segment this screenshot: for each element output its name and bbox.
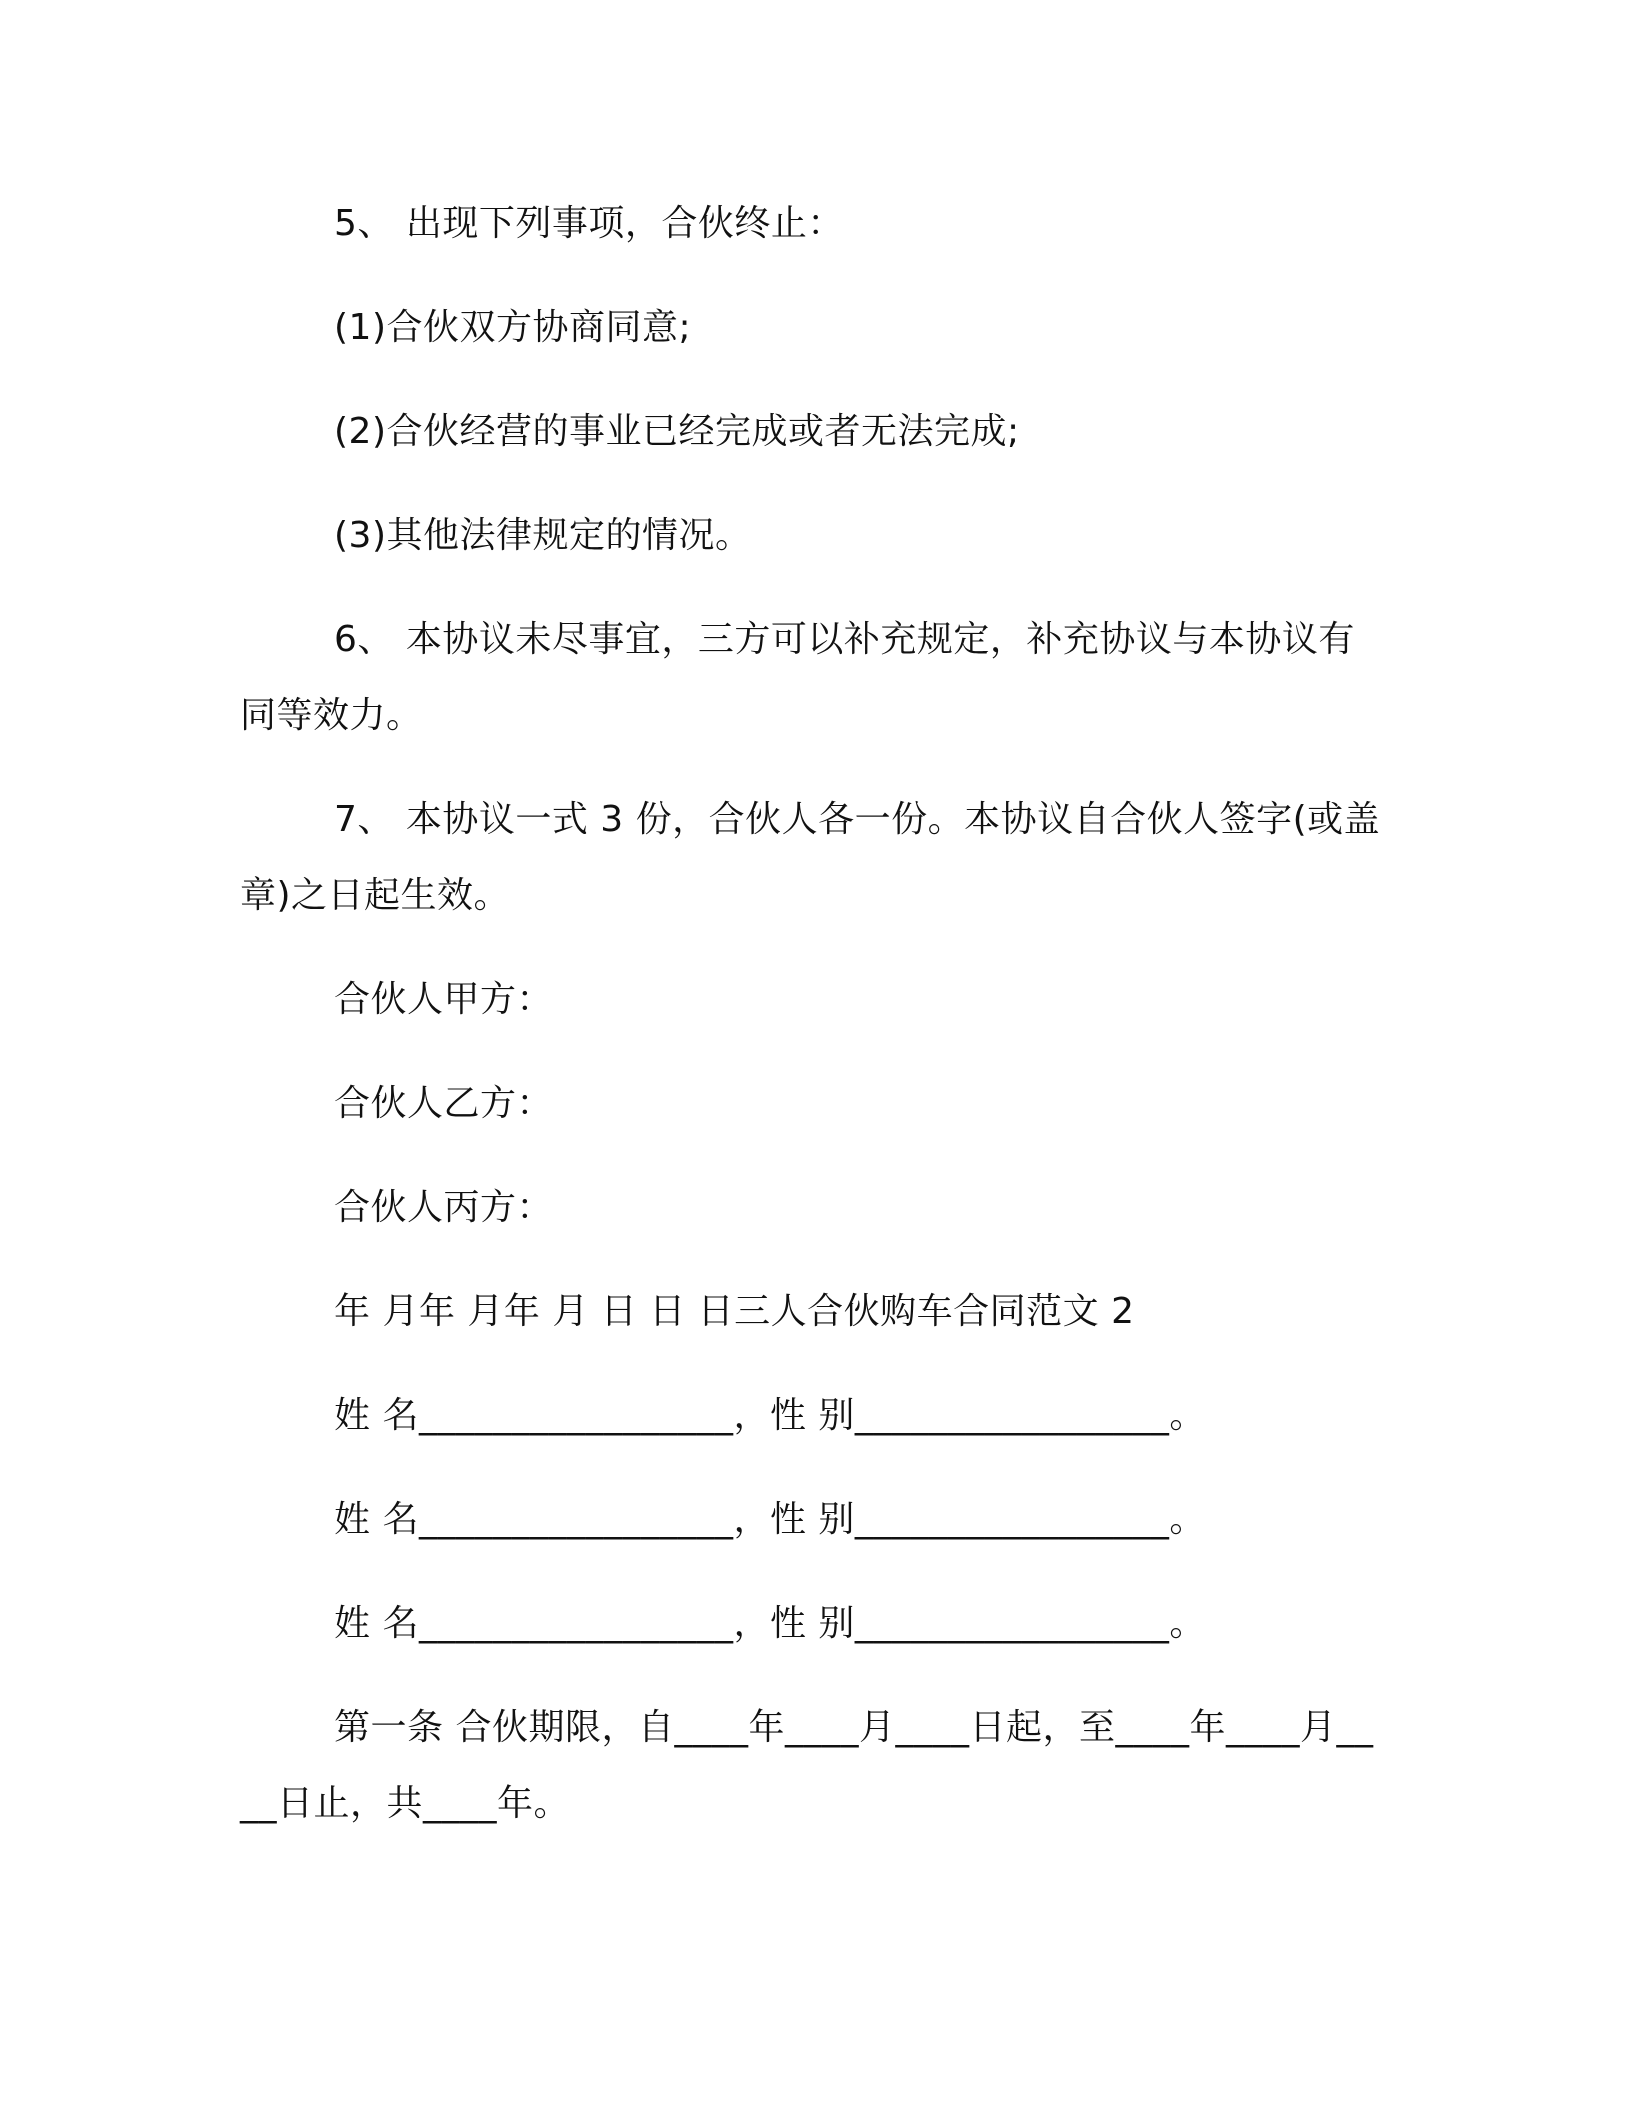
partner-b-signature-line: 合伙人乙方： <box>334 1083 554 1124</box>
termination-item-3: (3)其他法律规定的情况。 <box>334 515 752 556</box>
partner-c-signature-line: 合伙人丙方： <box>334 1187 554 1228</box>
partner-a-signature-line: 合伙人甲方： <box>334 979 554 1020</box>
termination-item-2: (2)合伙经营的事业已经完成或者无法完成; <box>334 411 1020 452</box>
partner-name-gender-line-2: 姓 名_________________，性 别_________________。 <box>334 1499 1206 1540</box>
partner-name-gender-line-1: 姓 名_________________，性 别_________________。 <box>334 1395 1206 1436</box>
date-and-section-title: 年 月年 月年 月 日 日 日三人合伙购车合同范文 2 <box>334 1291 1135 1332</box>
copies-effective-clause: 7、 本协议一式 3 份，合伙人各一份。本协议自合伙人签字(或盖章)之日起生效。 <box>240 799 1381 916</box>
partner-name-gender-line-3: 姓 名_________________，性 别_________________。 <box>334 1603 1206 1644</box>
supplementary-clause: 6、 本协议未尽事宜，三方可以补充规定，补充协议与本协议有同等效力。 <box>240 619 1355 736</box>
termination-clause-heading: 5、 出现下列事项，合伙终止： <box>334 203 844 244</box>
termination-item-1: (1)合伙双方协商同意; <box>334 307 692 348</box>
document-body <box>240 186 1390 1870</box>
article-1-term-clause: 第一条 合伙期限，自____年____月____日起，至____年____月____日止，共____年。 <box>240 1707 1374 1824</box>
